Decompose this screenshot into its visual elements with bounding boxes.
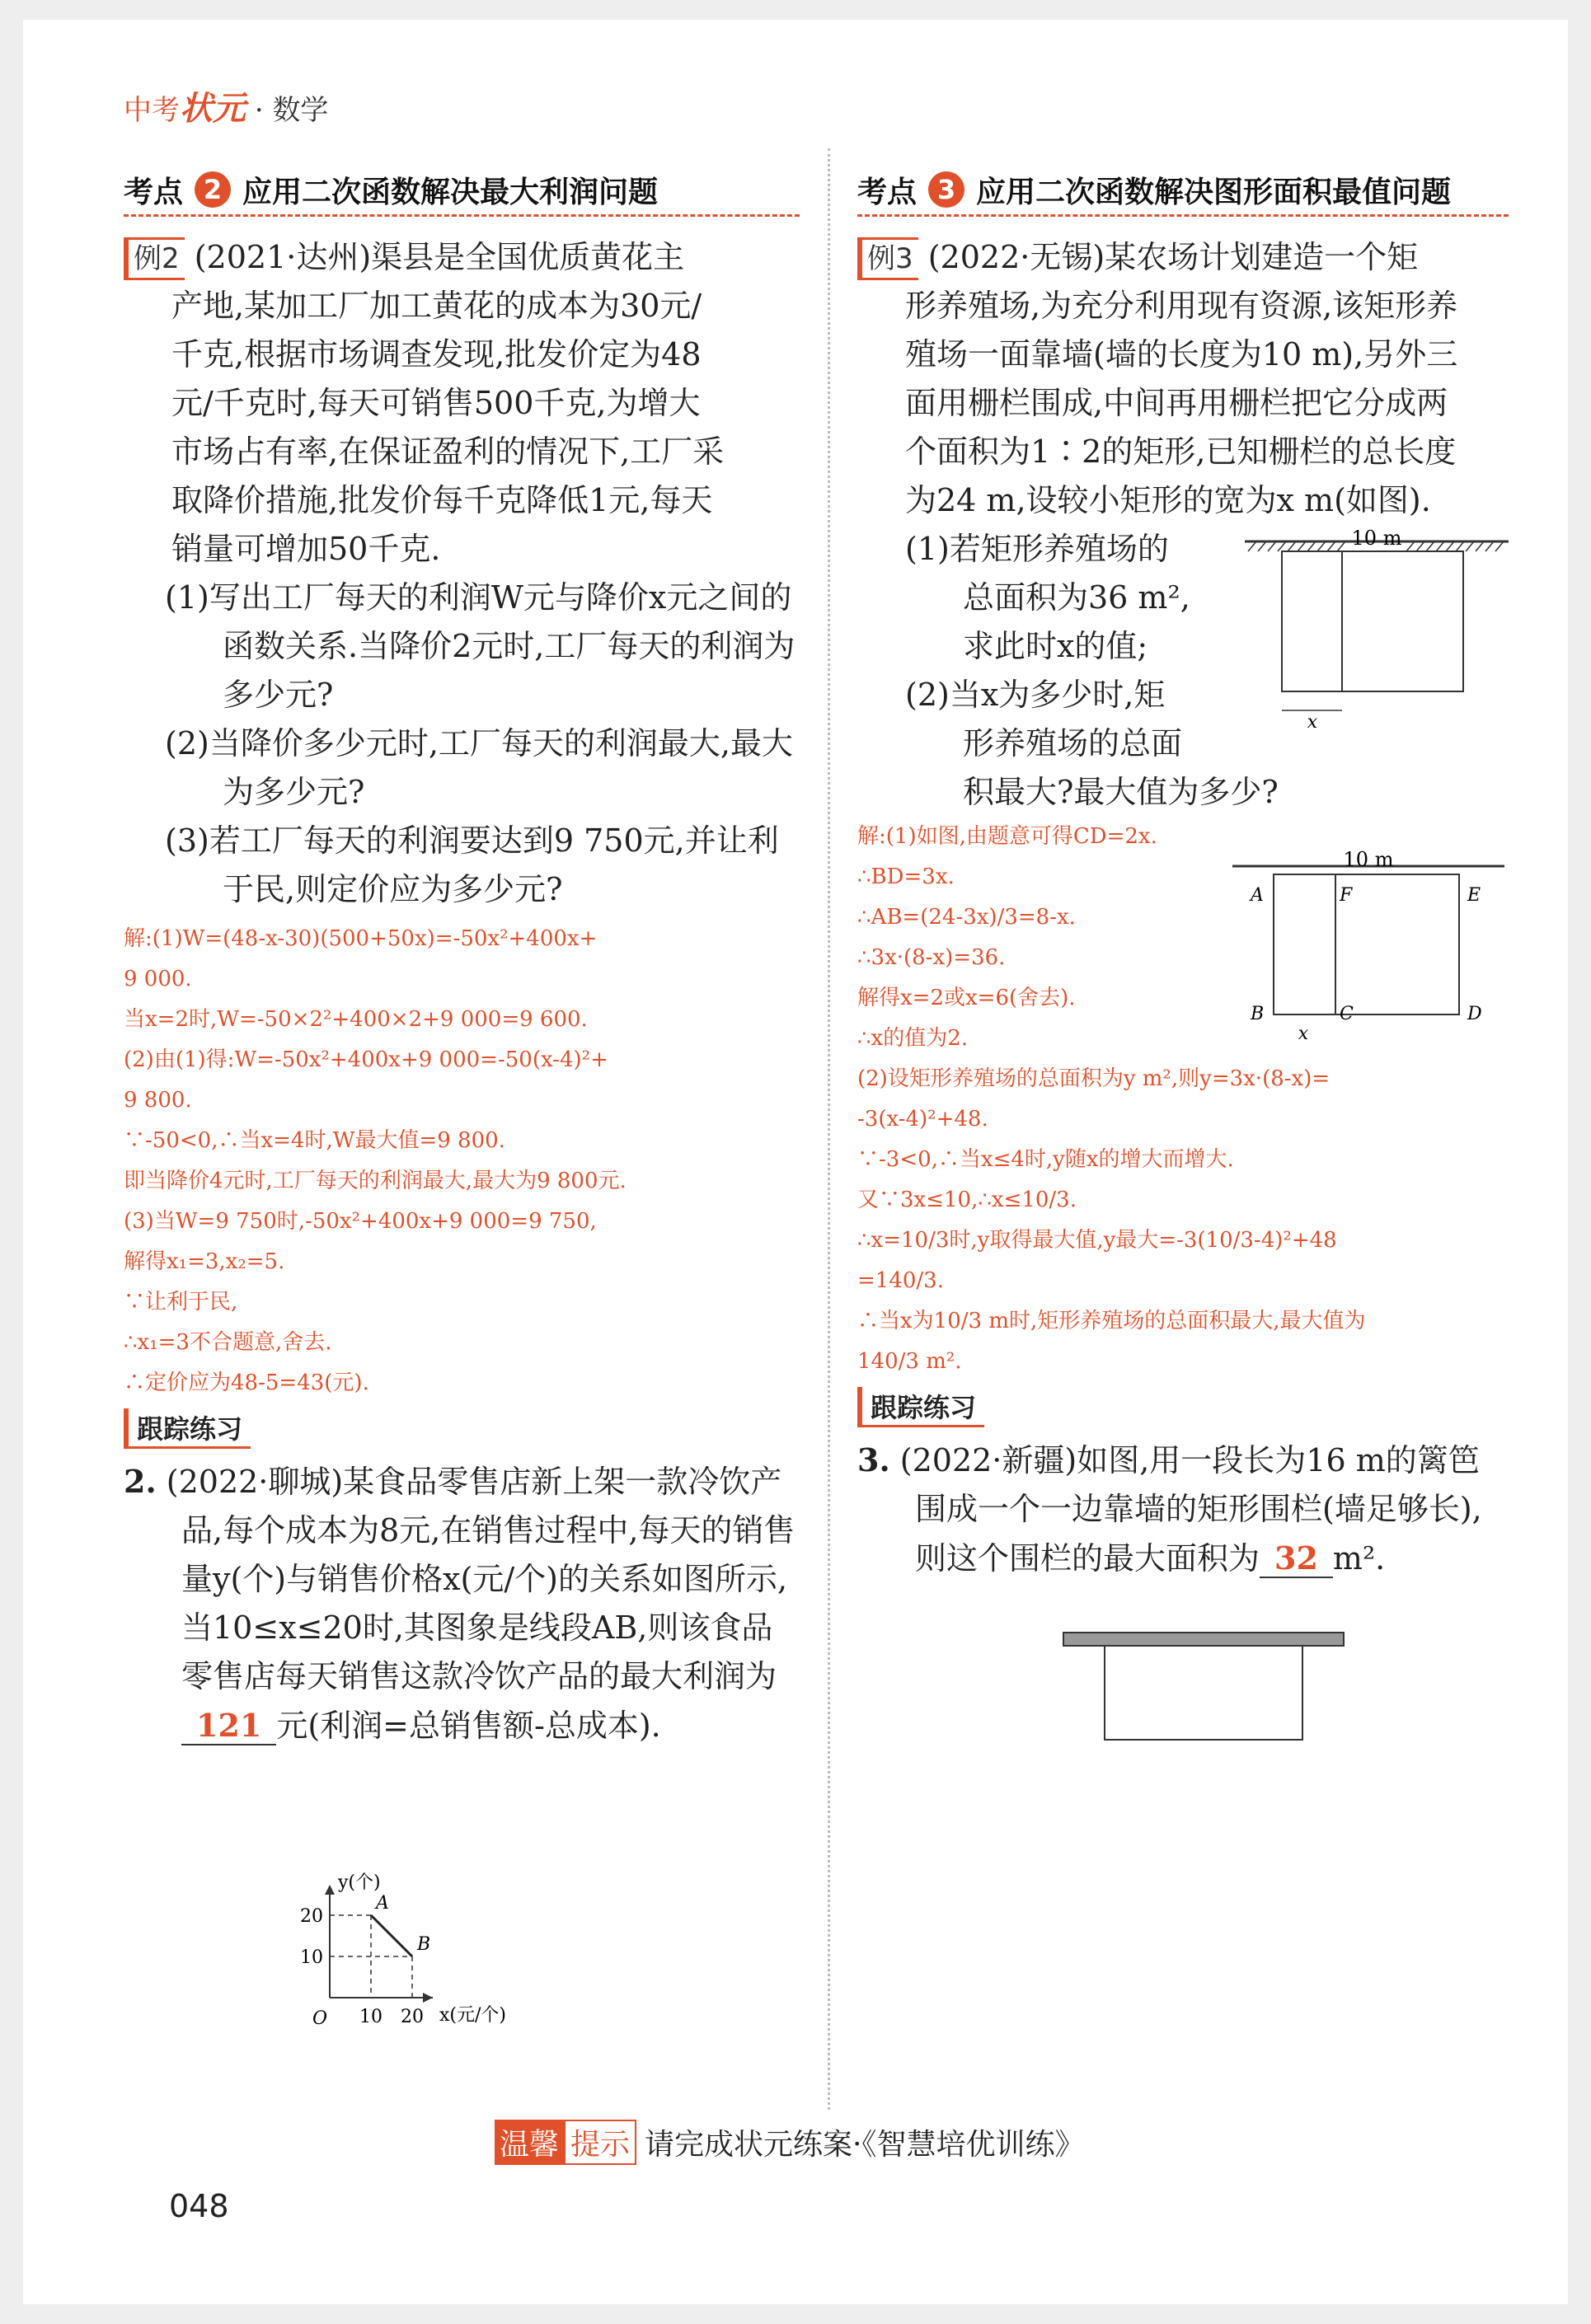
example-line: 殖场一面靠墙(墙的长度为10 m),另外三 xyxy=(905,336,1458,372)
x-axis-arrow xyxy=(423,1993,433,2003)
solution-line: ∵-3<0,∴当x≤4时,y随x的增大而增大. xyxy=(857,1147,1234,1172)
y-tick-label: 20 xyxy=(300,1906,323,1927)
brand-zhuangyuan: 状元 xyxy=(180,89,246,128)
question-2-line: 形养殖场的总面 xyxy=(963,725,1183,761)
example-line: 个面积为1∶2的矩形,已知栅栏的总长度 xyxy=(905,433,1457,470)
segment-ab xyxy=(371,1915,412,1956)
farm-figure-1 xyxy=(1237,525,1517,731)
question-1-line: (1)若矩形养殖场的 xyxy=(905,531,1169,567)
solution-line: 9 800. xyxy=(124,1088,192,1113)
solution-line: 解得x₁=3,x₂=5. xyxy=(124,1249,285,1274)
point-f-label: F xyxy=(1340,885,1353,906)
example-line: 例3 (2022·无锡)某农场计划建造一个矩 xyxy=(857,233,1509,282)
example-2 xyxy=(124,233,800,914)
solution-line: ∴AB=(24-3x)/3=8-x. xyxy=(857,905,1076,930)
solution-line: 解得x=2或x=6(舍去). xyxy=(857,986,1076,1010)
wall-length-label: 10 m xyxy=(1351,527,1402,550)
example-line: 取降价措施,批发价每千克降低1元,每天 xyxy=(171,482,713,518)
point-label: B xyxy=(417,1934,431,1955)
point-label: A xyxy=(376,1893,389,1914)
point-d-label: D xyxy=(1467,1004,1482,1024)
right-column xyxy=(857,165,1509,1764)
wall-length-label: 10 m xyxy=(1343,850,1394,871)
problem-3 xyxy=(857,1436,1509,1583)
question-2: (2)当降价多少元时,工厂每天的利润最大,最大为多少元? xyxy=(165,725,793,810)
example-line: 为24 m,设较小矩形的宽为x m(如图). xyxy=(905,482,1431,518)
solution-line: ∴定价应为48-5=43(元). xyxy=(124,1371,369,1395)
page-header xyxy=(124,82,328,129)
solution-line: (2)设矩形养殖场的总面积为y m²,则y=3x·(8-x)= xyxy=(857,1066,1331,1091)
y-axis-label: y(个) xyxy=(338,1872,381,1893)
problem-number: 3. xyxy=(857,1441,890,1478)
example-line: 市场占有率,在保证盈利的情况下,工厂采 xyxy=(171,433,725,470)
brand-zhongkao: 中考 xyxy=(124,94,180,127)
question-2-line: (2)当x为多少时,矩 xyxy=(905,677,1166,713)
solution-line: 解:(1)W=(48-x-30)(500+50x)=-50x²+400x+ xyxy=(124,926,598,951)
kaodian-label: 考点 xyxy=(857,175,918,209)
example-line: 形养殖场,为充分利用现有资源,该矩形养 xyxy=(905,288,1458,324)
solution-line: -3(x-4)²+48. xyxy=(857,1107,988,1132)
footer-tip xyxy=(495,2120,1084,2165)
solution-2 xyxy=(124,919,800,1403)
y-axis-arrow xyxy=(325,1885,335,1895)
problem-2 xyxy=(124,1457,800,1750)
kaodian-title: 应用二次函数解决图形面积最值问题 xyxy=(976,175,1452,209)
kaodian-2-heading xyxy=(124,165,800,217)
problem-number: 2. xyxy=(124,1463,157,1500)
question-2-line: 积最大?最大值为多少? xyxy=(963,774,1279,810)
point-b-label: B xyxy=(1251,1004,1265,1024)
solution-line: 即当降价4元时,工厂每天的利润最大,最大为9 800元. xyxy=(124,1169,627,1193)
solution-line: (3)当W=9 750时,-50x²+400x+9 000=9 750, xyxy=(124,1209,597,1234)
example-line: 例2 (2021·达州)渠县是全国优质黄花主 xyxy=(124,233,800,282)
solution-line: 又∵3x≤10,∴x≤10/3. xyxy=(857,1188,1077,1212)
example-tag: 例2 xyxy=(124,237,185,280)
kaodian-number: 2 xyxy=(195,171,231,208)
fence-figure xyxy=(1055,1616,1385,1764)
questions-with-figure xyxy=(857,525,1509,817)
solution-line: 9 000. xyxy=(124,967,192,991)
practice-heading: 跟踪练习 xyxy=(124,1408,251,1449)
question-1: (1)写出工厂每天的利润W元与降价x元之间的函数关系.当降价2元时,工厂每天的利润为多少元? xyxy=(165,579,796,713)
x-tick-label: 20 xyxy=(401,2007,424,2027)
kaodian-title: 应用二次函数解决最大利润问题 xyxy=(242,175,659,209)
example-3 xyxy=(857,233,1509,817)
kaodian-label: 考点 xyxy=(124,175,184,209)
solution-line: ∴当x为10/3 m时,矩形养殖场的总面积最大,最大值为 xyxy=(857,1309,1366,1333)
width-x-label: x xyxy=(1307,712,1318,731)
solution-line: ∴BD=3x. xyxy=(857,864,955,889)
solution-line: 140/3 m². xyxy=(857,1349,962,1374)
example-line: 面用栅栏围成,中间再用栅栏把它分成两 xyxy=(905,385,1448,421)
page-number: 048 xyxy=(169,2188,229,2224)
solution-line: 当x=2时,W=-50×2²+400×2+9 000=9 600. xyxy=(124,1007,588,1032)
farm-figure-2 xyxy=(1224,850,1521,1056)
problem-text: (2022·新疆)如图,用一段长为16 m的篱笆围成一个一边靠墙的矩形围栏(墙足够长),则这个围栏的最大面积为 xyxy=(899,1442,1482,1577)
y-tick-label: 10 xyxy=(300,1947,323,1968)
question-1-line: 总面积为36 m², xyxy=(963,579,1190,616)
practice-heading: 跟踪练习 xyxy=(857,1387,984,1427)
problem-text: (2022·聊城)某食品零售店新上架一款冷饮产品,每个成本为8元,在销售过程中,每天的销售量y(个)与销售价格x(元/个)的关系如图所示,当10≤x≤20时,其图象是线段AB,则该食品零售店每天销售这款冷饮产品的最大利润为 xyxy=(166,1464,796,1694)
x-axis-label: x(元/个) xyxy=(439,2005,506,2026)
solution-line: ∴3x·(8-x)=36. xyxy=(857,945,1006,970)
solution-line: ∴x₁=3不合题意,舍去. xyxy=(124,1330,332,1355)
tip-badge-tishi: 提示 xyxy=(564,2120,636,2165)
header-subject: 数学 xyxy=(272,94,329,127)
kaodian-3-heading xyxy=(857,165,1509,217)
problem-text-end: m². xyxy=(1332,1540,1386,1577)
point-a-label: A xyxy=(1251,885,1264,906)
kaodian-number: 3 xyxy=(928,171,964,208)
question-1-line: 求此时x的值; xyxy=(963,628,1148,664)
example-tag: 例3 xyxy=(857,237,918,280)
solution-line: ∴x的值为2. xyxy=(857,1026,969,1051)
solution-line: ∵让利于民, xyxy=(124,1290,238,1314)
solution-line: 解:(1)如图,由题意可得CD=2x. xyxy=(857,824,1157,849)
solution-line: (2)由(1)得:W=-50x²+400x+9 000=-50(x-4)²+ xyxy=(124,1047,608,1072)
point-e-label: E xyxy=(1467,885,1481,906)
sales-volume-chart xyxy=(124,1767,800,2031)
header-dot: · xyxy=(254,94,264,127)
solution-line: ∵-50<0,∴当x=4时,W最大值=9 800. xyxy=(124,1128,505,1153)
point-c-label: C xyxy=(1340,1004,1354,1024)
problem-text-end: 元(利润=总销售额-总成本). xyxy=(276,1708,661,1744)
example-line: 销量可增加50千克. xyxy=(171,531,441,567)
example-line: 千克,根据市场调查发现,批发价定为48 xyxy=(171,336,702,372)
left-column xyxy=(124,165,800,2031)
origin-label: O xyxy=(312,2008,328,2029)
column-separator xyxy=(828,148,830,2110)
solution-line: ∴x=10/3时,y取得最大值,y最大=-3(10/3-4)²+48 xyxy=(857,1228,1337,1253)
solution-3 xyxy=(857,817,1509,1382)
width-x-label: x xyxy=(1298,1024,1309,1044)
tip-text: 请完成状元练案·《智慧培优训练》 xyxy=(645,2128,1085,2162)
example-line: 元/千克时,每天可销售500千克,为增大 xyxy=(171,385,701,421)
example-line: 产地,某加工厂加工黄花的成本为30元/ xyxy=(171,288,702,324)
answer-blank: 121 xyxy=(181,1707,276,1745)
solution-line: =140/3. xyxy=(857,1268,944,1293)
x-tick-label: 10 xyxy=(359,2007,382,2027)
tip-badge-wen: 温馨 xyxy=(495,2120,564,2165)
question-3: (3)若工厂每天的利润要达到9 750元,并让利于民,则定价应为多少元? xyxy=(165,822,779,907)
answer-blank: 32 xyxy=(1260,1539,1333,1578)
